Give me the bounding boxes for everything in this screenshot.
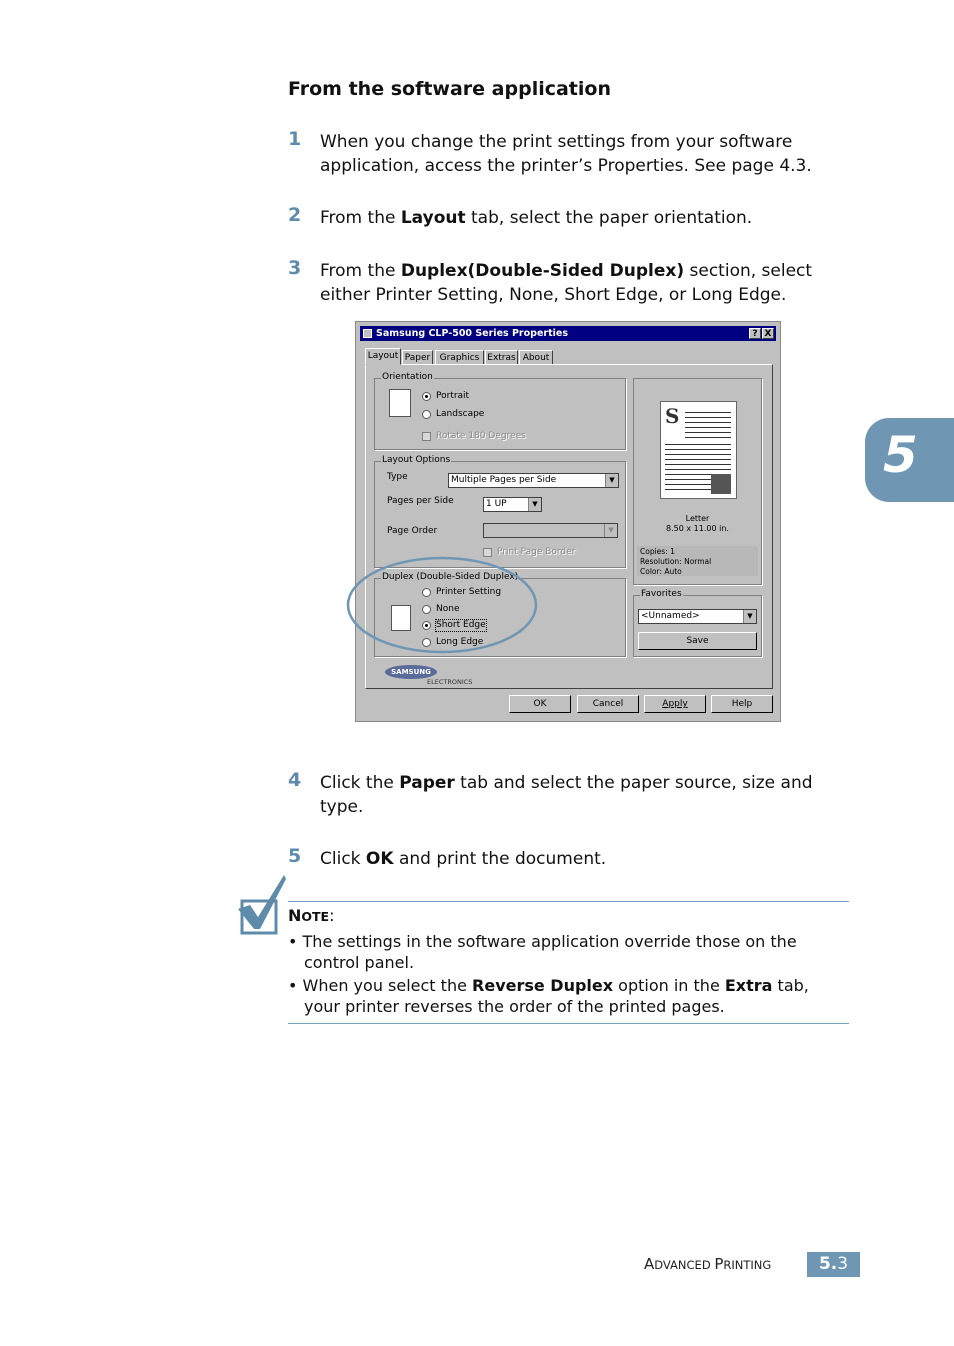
printer-setting-label: Printer Setting: [436, 587, 502, 597]
chevron-down-icon: ▼: [743, 610, 756, 623]
rotate-checkbox[interactable]: [422, 432, 431, 441]
step-text-1: [320, 130, 850, 178]
samsung-logo: SAMSUNG: [385, 665, 437, 679]
preview-color: Color: Auto: [640, 567, 682, 576]
note-title: [288, 906, 334, 925]
long-edge-label: Long Edge: [436, 637, 484, 647]
step-4-bold: Paper: [399, 773, 455, 793]
tab-about[interactable]: About: [519, 350, 553, 364]
footer-small-1: DVANCED: [654, 1258, 715, 1272]
preview-paper: Letter: [685, 514, 710, 523]
checkmark-note-icon: [236, 873, 288, 937]
footer-small-2: RINTING: [723, 1258, 772, 1272]
print-border-label: Print Page Border: [497, 547, 576, 557]
preview-letter: S: [665, 404, 680, 428]
favorites-group: [633, 589, 762, 657]
note-b2-post: tab, your printer reverses the order of the printed pages.: [304, 976, 809, 1016]
portrait-page-icon: [389, 389, 411, 417]
page-number-badge: [807, 1252, 860, 1277]
help-button[interactable]: Help: [711, 695, 773, 713]
page-order-label: Page Order: [387, 526, 438, 536]
step-text-2: [320, 206, 850, 230]
step-5-bold: OK: [365, 849, 394, 869]
short-edge-label: Short Edge: [436, 620, 486, 630]
chapter-number: 5: [883, 426, 918, 484]
help-question-button[interactable]: ?: [749, 328, 761, 339]
step-2-post: tab, select the paper orientation.: [465, 208, 753, 228]
cancel-button[interactable]: Cancel: [577, 695, 639, 713]
step-2-pre: From the: [320, 208, 401, 228]
preview-resolution: Resolution: Normal: [640, 557, 712, 566]
printer-icon: [363, 329, 372, 338]
preview-group: [633, 378, 762, 585]
landscape-radio[interactable]: [422, 410, 431, 419]
pages-per-side-select[interactable]: [483, 497, 542, 512]
step-text-4: [320, 771, 850, 819]
save-button[interactable]: Save: [638, 632, 757, 650]
page-order-select[interactable]: [483, 523, 618, 538]
properties-dialog: [355, 321, 781, 722]
note-top-rule: [288, 901, 849, 902]
step-1-text: When you change the print settings from your software application, access the printer’s Properties. See page 4.3.: [320, 132, 812, 176]
step-number-1: 1: [288, 128, 302, 150]
tab-layout[interactable]: Layout: [365, 348, 401, 365]
type-label: Type: [387, 472, 408, 482]
preview-size: 8.50 x 11.00 in.: [666, 524, 729, 533]
ok-button[interactable]: OK: [509, 695, 571, 713]
page-number-bold: 5.: [818, 1254, 838, 1274]
footer-section-title: [644, 1255, 771, 1273]
preview-page: [660, 401, 737, 499]
note-bullet-1: [288, 931, 848, 973]
preview-info-box: [637, 546, 758, 576]
chevron-down-icon: ▼: [528, 498, 541, 511]
note-bullet-1-text: • The settings in the software application override those on the control panel.: [288, 932, 797, 972]
tab-paper[interactable]: Paper: [402, 350, 433, 364]
pages-per-side-label: Pages per Side: [387, 496, 454, 506]
rotate-label: Rotate 180 Degrees: [436, 431, 526, 441]
highlight-ellipse: [345, 553, 545, 657]
none-label: None: [436, 604, 460, 614]
step-text-5: [320, 847, 850, 871]
favorites-value: <Unnamed>: [641, 611, 700, 621]
dialog-titlebar: [360, 326, 776, 341]
step-4-pre: Click the: [320, 773, 400, 793]
step-number-2: 2: [288, 204, 302, 226]
dialog-title: Samsung CLP-500 Series Properties: [376, 328, 568, 339]
layout-options-group: [374, 455, 626, 568]
preview-image-icon: [711, 474, 731, 494]
favorites-legend: Favorites: [641, 589, 682, 599]
tab-graphics[interactable]: Graphics: [435, 350, 484, 364]
step-2-bold: Layout: [400, 208, 466, 228]
footer-big-1: A: [644, 1255, 655, 1273]
samsung-logo-sub: ELECTRONICS: [427, 678, 473, 686]
favorites-select[interactable]: [638, 609, 757, 624]
orientation-legend: Orientation: [382, 372, 433, 382]
portrait-radio[interactable]: [422, 392, 431, 401]
type-select[interactable]: [448, 473, 619, 488]
note-bullet-2: [288, 975, 848, 1017]
step-number-5: 5: [288, 845, 302, 867]
note-b2-mid: option in the: [613, 976, 725, 995]
preview-lines-top: [685, 408, 731, 438]
step-5-post: and print the document.: [393, 849, 607, 869]
note-b2-pre: • When you select the: [288, 976, 473, 995]
step-3-pre: From the: [320, 261, 401, 281]
note-colon: :: [329, 906, 335, 925]
step-number-3: 3: [288, 257, 302, 279]
section-heading: From the software application: [288, 78, 611, 100]
page-number-rest: 3: [837, 1254, 849, 1274]
type-value: Multiple Pages per Side: [451, 475, 557, 485]
preview-copies: Copies: 1: [640, 547, 675, 556]
note-title-big: N: [288, 906, 302, 925]
portrait-label: Portrait: [436, 391, 470, 401]
orientation-group: [374, 372, 626, 450]
note-b2-bold1: Reverse Duplex: [472, 976, 614, 995]
footer-big-2: P: [714, 1255, 724, 1273]
chapter-tab: [865, 418, 954, 502]
layout-options-legend: Layout Options: [382, 455, 451, 465]
chevron-down-icon: ▼: [604, 524, 617, 537]
close-button[interactable]: X: [762, 328, 774, 339]
step-number-4: 4: [288, 769, 302, 791]
apply-button[interactable]: Apply: [644, 695, 706, 713]
duplex-legend: Duplex (Double-Sided Duplex): [382, 572, 519, 582]
note-b2-bold2: Extra: [724, 976, 773, 995]
step-3-post: section, select either Printer Setting, None, Short Edge, or Long Edge.: [320, 261, 813, 305]
chevron-down-icon: ▼: [605, 474, 618, 487]
landscape-label: Landscape: [436, 409, 485, 419]
note-title-small: OTE: [301, 909, 330, 924]
note-bottom-rule: [288, 1023, 849, 1024]
step-text-3: [320, 259, 850, 307]
step-4-post: tab and select the paper source, size and type.: [320, 773, 813, 817]
step-3-bold: Duplex(Double-Sided Duplex): [400, 261, 685, 281]
pages-per-side-value: 1 UP: [486, 499, 507, 509]
tab-extras[interactable]: Extras: [485, 350, 518, 364]
step-5-pre: Click: [320, 849, 366, 869]
